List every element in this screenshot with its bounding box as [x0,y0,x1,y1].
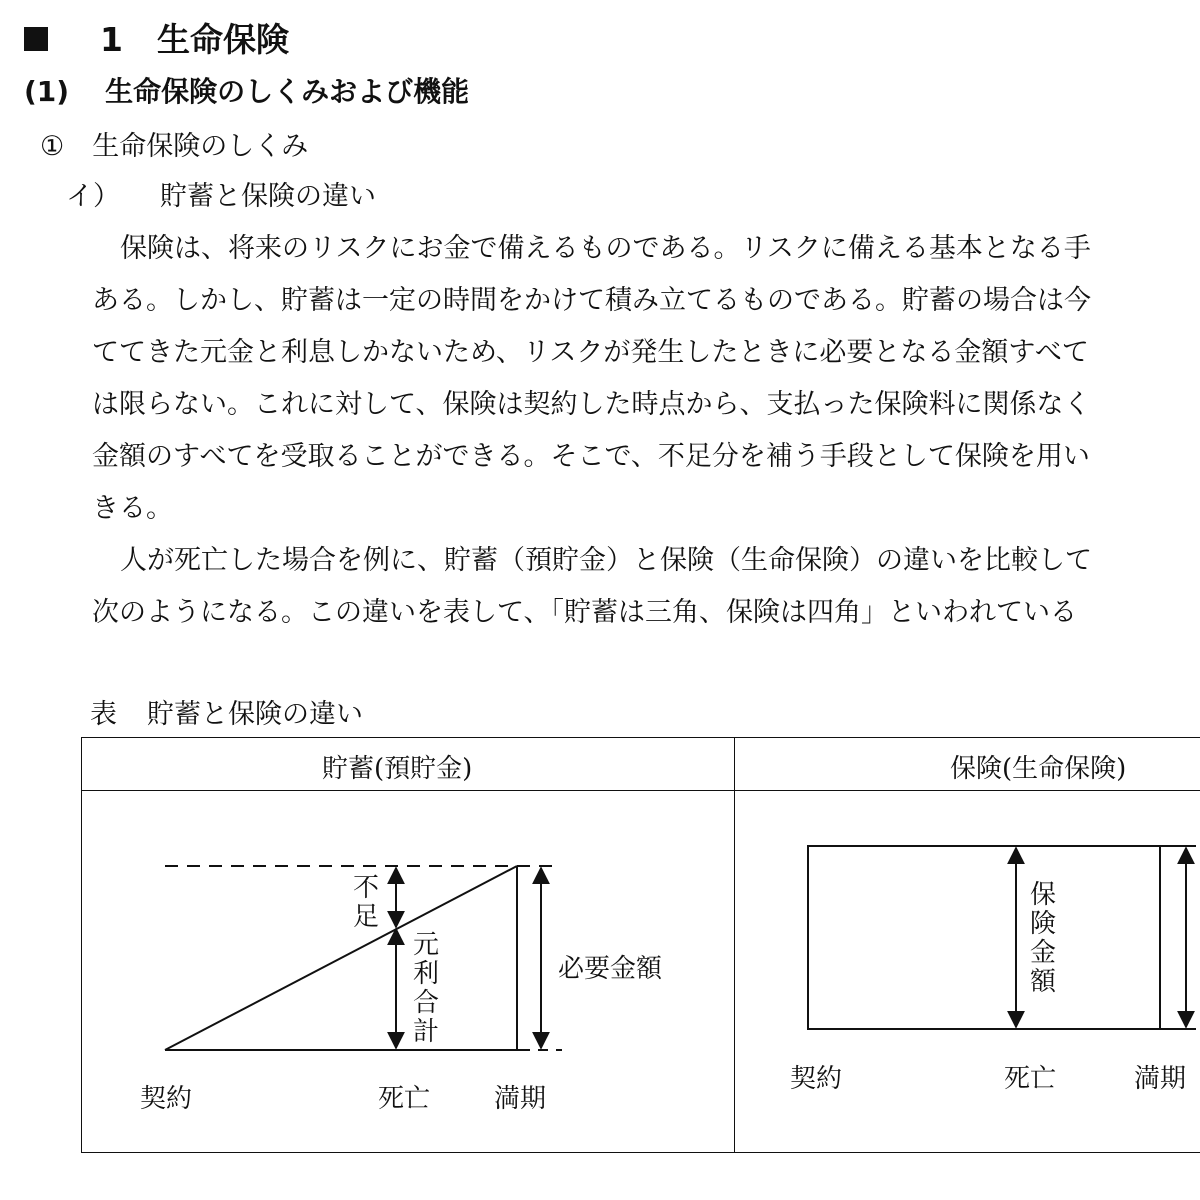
x-label-maturity: 満期 [1134,1064,1187,1094]
table-caption-title: 貯蓄と保険の違い [147,699,363,730]
savings-growth-line [165,866,517,1050]
paragraph-1-line: 金額のすべてを受取ることができる。そこで、不足分を補う手段として保険を用い [92,441,1090,472]
savings-triangle-diagram [140,866,663,1114]
table-caption-prefix: 表 [90,699,117,730]
x-label-contract: 契約 [790,1064,843,1094]
sub-subsection-number: ① [40,131,65,162]
paragraph-1-line: ててきた元金と利息しかないため、リスクが発生したときに必要となる金額すべて [92,337,1089,368]
insurance-coverage-rectangle [808,846,1160,1029]
paragraph-1-line: 保険は、将来のリスクにお金で備えるものである。リスクに備える基本となる手 [120,233,1091,264]
principal-interest-label: 元利合計 [412,930,440,1047]
section-number: 1 [100,20,123,59]
x-label-death: 死亡 [1004,1064,1057,1094]
subsection-title: 生命保険のしくみおよび機能 [105,75,470,108]
subsection-number: (1) [24,75,70,108]
insurance-column-header: 保険(生命保険) [950,754,1127,784]
required-amount-label: 必要金額 [558,954,663,984]
shortfall-label: 不足 [352,873,380,932]
sub-subsection-title: 生命保険のしくみ [92,131,309,162]
insurance-rectangle-diagram [790,846,1196,1094]
paragraph-1-line: は限らない。これに対して、保険は契約した時点から、支払った保険料に関係なく [92,389,1091,420]
x-label-maturity: 満期 [494,1084,547,1114]
savings-column-header: 貯蓄(預貯金) [322,754,473,784]
paragraph-1-line: きる。 [92,493,173,524]
paragraph-2-line: 人が死亡した場合を例に、貯蓄（預貯金）と保険（生命保険）の違いを比較して [120,545,1092,576]
x-label-contract: 契約 [140,1084,193,1114]
paragraph-1-line: ある。しかし、貯蓄は一定の時間をかけて積み立てるものである。貯蓄の場合は今 [92,285,1091,316]
x-label-death: 死亡 [378,1084,431,1114]
item-title: 貯蓄と保険の違い [160,181,376,212]
section-title: 生命保険 [156,20,289,59]
insured-amount-label: 保険金額 [1029,880,1057,997]
paragraph-2-line: 次のようになる。この違いを表して、「貯蓄は三角、保険は四角」といわれている [92,597,1077,628]
item-number: イ） [66,181,120,212]
